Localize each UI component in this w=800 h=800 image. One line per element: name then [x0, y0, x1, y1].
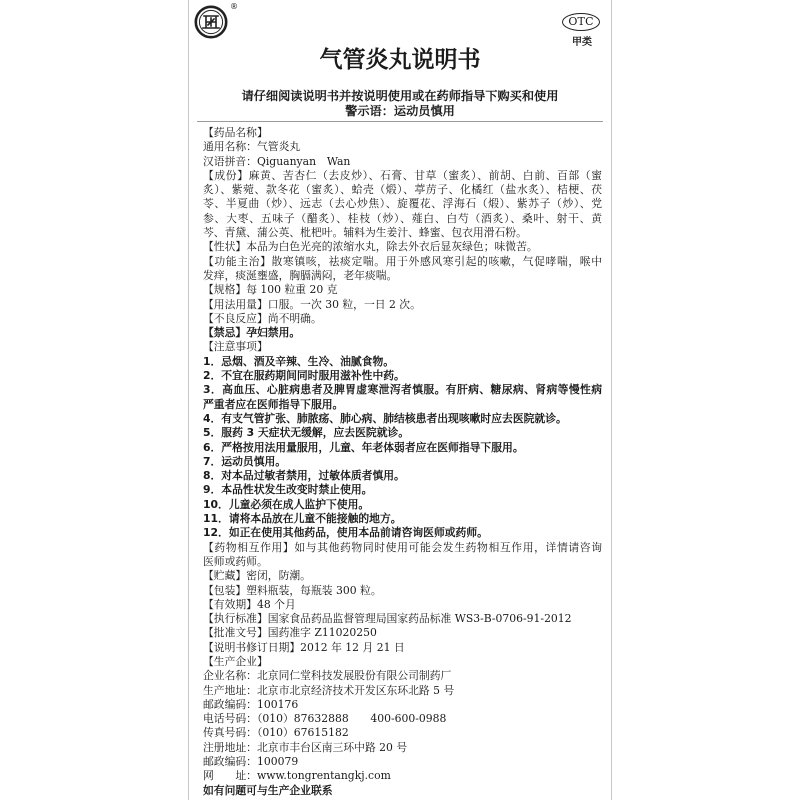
manufacturer-heading: 【生产企业】	[203, 654, 268, 668]
field-label: 网 址：	[203, 769, 257, 783]
ingredients-line	[203, 169, 602, 183]
ingredients-line: 参、大枣、五味子（醋炙）、桂枝（炒）、薤白、白芍（酒炙）、桑叶、射干、黄	[203, 211, 602, 225]
contraindications-row	[203, 326, 602, 340]
packaging-text: 塑料瓶装，每瓶装 300 粒。	[246, 583, 382, 597]
contraindications-label: 【禁忌】	[203, 326, 247, 340]
description-row	[203, 240, 602, 254]
revision-date-label: 【说明书修订日期】	[203, 640, 301, 654]
precautions-heading: 【注意事项】	[203, 340, 268, 354]
interactions-text: 如与其他药物同时使用可能会发生药物相互作用，详情请咨询	[294, 540, 602, 554]
precaution-item: 7．运动员慎用。	[203, 454, 287, 468]
storage-text: 密闭，防潮。	[246, 569, 311, 583]
reading-instruction: 请仔细阅读说明书并按说明使用或在药师指导下购买和使用	[241, 89, 559, 103]
precaution-item-continued: 严重者应在医师指导下服用。	[203, 397, 344, 411]
otc-category-label: 甲类	[572, 37, 592, 48]
dosage-row	[203, 298, 602, 312]
field-label: 邮政编码：	[203, 755, 257, 769]
phone-row	[203, 712, 602, 726]
specification-text: 每 100 粒重 20 克	[246, 283, 338, 297]
website-row	[203, 769, 602, 783]
production-address-row	[203, 684, 602, 698]
field-label: 企业名称：	[203, 669, 257, 683]
precaution-item: 9．本品性状发生改变时禁止使用。	[203, 483, 373, 497]
standard-label: 【执行标准】	[203, 612, 268, 626]
drug-name-heading: 【药品名称】	[203, 126, 268, 139]
fax-row	[203, 726, 602, 740]
dosage-text: 口服。一次 30 粒，一日 2 次。	[267, 297, 421, 311]
packaging-label: 【包装】	[203, 583, 247, 597]
field-value: 北京同仁堂科技发展股份有限公司制药厂	[256, 669, 452, 683]
postal-code-row	[203, 755, 602, 769]
website-link: www.tongrentangkj.com	[256, 769, 391, 783]
document-title: 气管炎丸说明书	[319, 47, 481, 73]
field-value: （010）87632888 400-600-0988	[256, 712, 447, 726]
storage-row	[203, 569, 602, 583]
contraindications-text: 孕妇禁用。	[246, 326, 301, 340]
precaution-item: 12．如正在使用其他药品，使用本品前请咨询医师或药师。	[203, 526, 488, 540]
field-value: 北京市丰台区南三环中路 20 号	[256, 740, 408, 754]
field-label: 邮政编码：	[203, 697, 257, 711]
field-value: （010）67615182	[256, 726, 349, 740]
contact-note: 如有问题可与生产企业联系	[203, 783, 333, 797]
precaution-item: 3．高血压、心脏病患者及脾胃虚寒泄泻者慎服。有肝病、糖尿病、肾病等慢性病	[203, 383, 602, 397]
adverse-reactions-label: 【不良反应】	[203, 311, 268, 325]
standard-text: 国家食品药品监督管理局国家药品标准 WS3-B-0706-91-2012	[267, 612, 572, 626]
precaution-item: 1．忌烟、酒及辛辣、生冷、油腻食物。	[203, 354, 395, 368]
description-label: 【性状】	[203, 240, 247, 254]
ingredients-text: 麻黄、苦杏仁（去皮炒）、石膏、甘草（蜜炙）、前胡、白前、百部（蜜	[248, 168, 602, 182]
shelf-life-text: 48 个月	[256, 597, 296, 611]
generic-name: 通用名称：气管炎丸	[203, 140, 301, 154]
indications-label: 【功能主治】	[203, 254, 272, 268]
interactions-line: 医师或药师。	[203, 554, 268, 568]
adverse-reactions-text: 尚不明确。	[267, 311, 322, 325]
postal-code-row	[203, 698, 602, 712]
dosage-label: 【用法用量】	[203, 297, 268, 311]
precaution-item: 8．对本品过敏者禁用，过敏体质者慎用。	[203, 469, 405, 483]
interactions-label: 【药物相互作用】	[203, 540, 295, 554]
precaution-item: 10．儿童必须在成人监护下使用。	[203, 497, 370, 511]
packaging-row	[203, 584, 602, 598]
indications-text: 散寒镇咳，祛痰定喘。用于外感风寒引起的咳嗽，气促哮喘，喉中	[271, 254, 602, 268]
approval-number-text: 国药准字 Z11020250	[267, 626, 377, 640]
approval-number-row	[203, 626, 602, 640]
field-label: 注册地址：	[203, 740, 257, 754]
registered-address-row	[203, 741, 602, 755]
adverse-reactions-row	[203, 312, 602, 326]
field-label: 电话号码：	[203, 712, 257, 726]
ingredients-line: 芩、青黛、蒲公英、枇杷叶。辅料为生姜汁、蜂蜜、包衣用滑石粉。	[203, 226, 527, 240]
specification-row	[203, 283, 602, 297]
approval-number-label: 【批准文号】	[203, 626, 268, 640]
ingredients-line: 苓、半夏曲（炒）、远志（去心炒焦）、旋覆花、浮海石（煅）、紫苏子（炒）、党	[203, 197, 602, 211]
description-text: 本品为白色光亮的浓缩水丸，除去外衣后显灰绿色；味微苦。	[246, 240, 538, 254]
precaution-item: 4．有支气管扩张、肺脓疡、肺心病、肺结核患者出现咳嗽时应去医院就诊。	[203, 411, 567, 425]
insert-sheet	[188, 0, 612, 800]
header-divider	[197, 121, 603, 122]
field-label: 传真号码：	[203, 726, 257, 740]
precaution-item: 2．不宜在服药期间同时服用滋补性中药。	[203, 369, 405, 383]
specification-label: 【规格】	[203, 283, 247, 297]
field-label: 生产地址：	[203, 683, 257, 697]
precaution-item: 5．服药 3 天症状无缓解，应去医院就诊。	[203, 426, 410, 440]
indications-line	[203, 255, 602, 269]
pinyin-name: 汉语拼音：Qiguanyan Wan	[203, 154, 351, 168]
standard-row	[203, 612, 602, 626]
field-value: 100176	[256, 697, 299, 711]
precaution-item: 6．严格按用法用量服用，儿童、年老体弱者应在医师指导下服用。	[203, 440, 524, 454]
revision-date-text: 2012 年 12 月 21 日	[300, 640, 405, 654]
ingredients-line: 炙）、紫菀、款冬花（蜜炙）、蛤壳（煅）、葶苈子、化橘红（盐水炙）、桔梗、茯	[203, 183, 602, 197]
interactions-line	[203, 541, 602, 555]
manufacturer-name-row	[203, 669, 602, 683]
storage-label: 【贮藏】	[203, 569, 247, 583]
field-value: 北京市北京经济技术开发区东环北路 5 号	[256, 683, 455, 697]
shelf-life-label: 【有效期】	[203, 597, 257, 611]
otc-badge: OTC	[562, 13, 600, 31]
revision-date-row	[203, 641, 602, 655]
brand-seal-logo-icon	[194, 5, 228, 39]
precaution-item: 11．请将本品放在儿童不能接触的地方。	[203, 512, 402, 526]
registered-mark: ®	[230, 2, 238, 11]
insert-body	[203, 126, 602, 798]
warning-notice: 警示语：运动员慎用	[345, 104, 455, 118]
ingredients-label: 【成份】	[203, 168, 249, 182]
indications-line: 发痒，痰涎壅盛，胸膈满闷，老年痰喘。	[203, 268, 398, 282]
shelf-life-row	[203, 598, 602, 612]
field-value: 100079	[256, 755, 299, 769]
